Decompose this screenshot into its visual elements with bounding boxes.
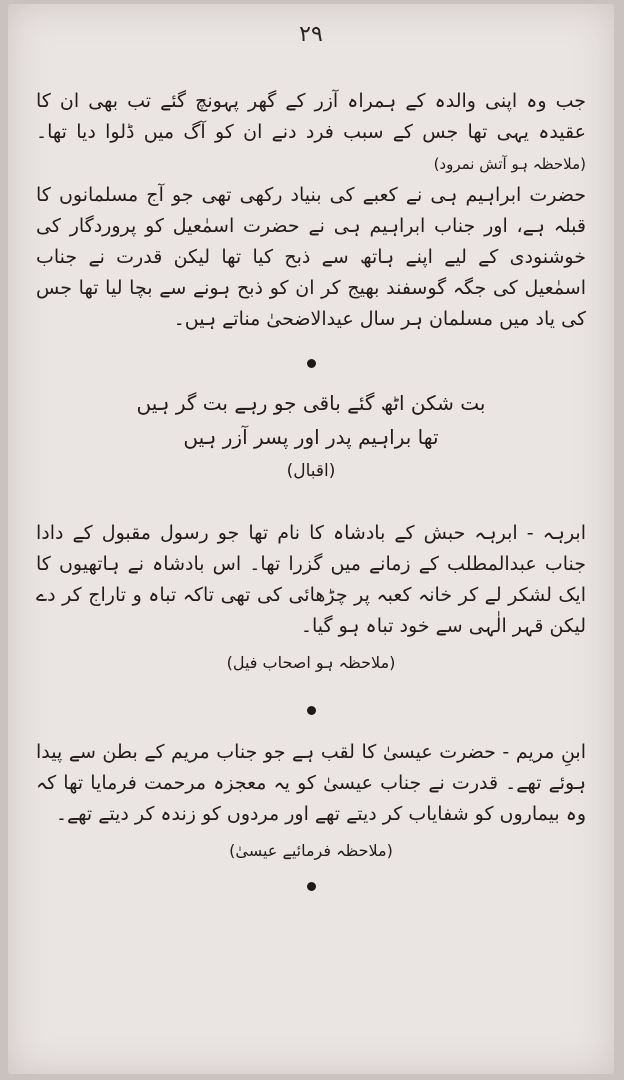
section-bullet	[307, 882, 316, 891]
section-bullet	[307, 706, 316, 715]
section-bullet	[307, 359, 316, 368]
reference-isa: (ملاحظہ فرمائیے عیسیٰ)	[229, 841, 393, 860]
reference-atish-namrud: (ملاحظہ ہو آتش نمرود)	[433, 155, 586, 173]
reference-ashab-feel: (ملاحظہ ہو اصحاب فیل)	[226, 653, 396, 672]
paragraph-azar-text: جب وہ اپنی والدہ کے ہمراہ آزر کے گھر پہونچ گئے تب بھی ان کا عقیدہ یہی تھا جس کے سبب فرد دنے ان کو آگ میں ڈلوا دیا تھا۔	[36, 90, 586, 143]
book-page	[8, 4, 614, 1074]
paragraph-azar	[36, 86, 586, 180]
poem-block	[36, 386, 586, 486]
paragraph-abraha: ابرہہ - ابرہہ حبش کے بادشاہ کا نام تھا جو رسول مقبول کے دادا جناب عبدالمطلب کے زمانے میں گزرا تھا۔ اس بادشاہ نے ہاتھیوں کا ایک لشکر لے کر خانہ کعبہ پر چڑھائی کی تھی تاکہ تباہ و تاراج کر دے لیکن قہر الٰہی سے خود تباہ ہو گیا۔	[36, 522, 586, 637]
poet-name: (اقبال)	[286, 461, 336, 481]
poem-line-2: تھا براہیم پدر اور پسر آزر ہیں	[183, 425, 439, 449]
paragraph-ibrahim: حضرت ابراہیم ہی نے کعبے کی بنیاد رکھی تھی جو آج مسلمانوں کا قبلہ ہے، اور جناب ابراہیم ہی نے حضرت اسمٰعیل کو پروردگار کی خوشنودی کے لیے اپنے ہاتھ سے ذبح کیا تھا لیکن قدرت نے جناب اسمٰعیل کی جگہ گوسفند بھیج کر ان کو ذبح ہونے سے بچا لیا تھا جس کی یاد میں مسلمان ہر سال عیدالاضحیٰ مناتے ہیں۔	[36, 184, 586, 330]
page-number: ۲۹	[299, 22, 323, 47]
page-body	[36, 86, 586, 891]
poem-line-1: بت شکن اٹھ گئے باقی جو رہے بت گر ہیں	[136, 391, 486, 415]
paragraph-ibn-maryam: ابنِ مریم - حضرت عیسیٰ کا لقب ہے جو جناب مریم کے بطن سے پیدا ہوئے تھے۔ قدرت نے جناب عیسیٰ کو یہ معجزہ مرحمت فرمایا تھا کہ وہ بیماروں کو شفایاب کر دیتے تھے اور مردوں کو زندہ کر دیتے تھے۔	[36, 741, 586, 825]
